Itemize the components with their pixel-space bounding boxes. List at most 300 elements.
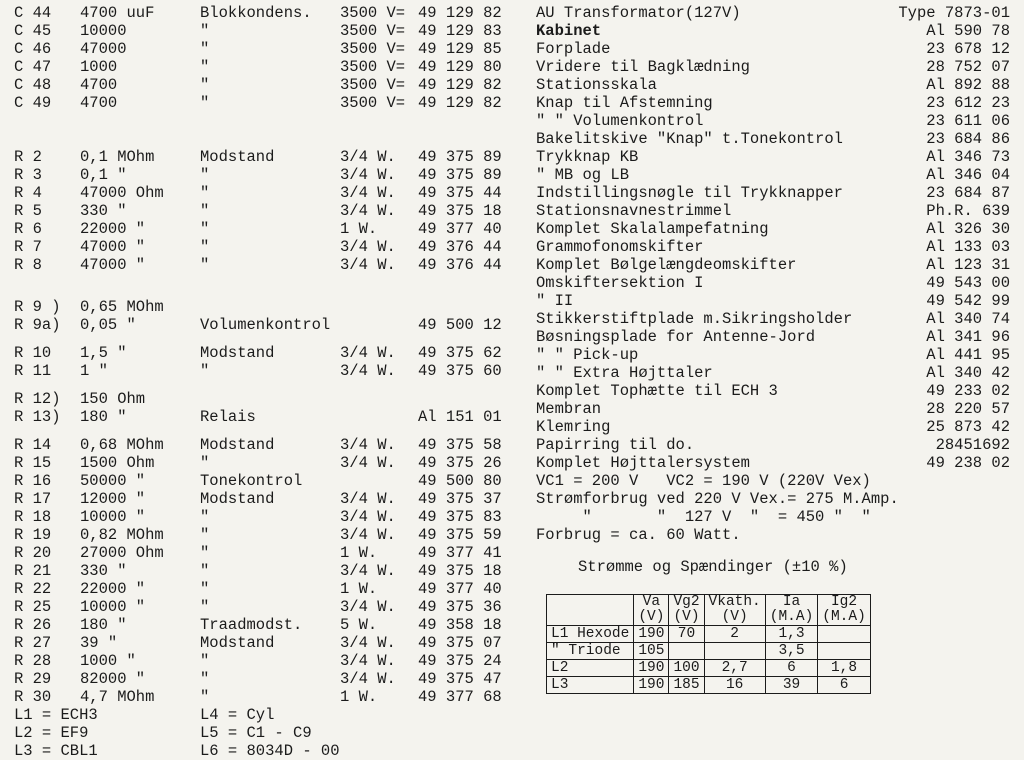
part-row <box>14 526 524 544</box>
part-value: 22000 " <box>80 220 146 238</box>
part-code: 49 542 99 <box>926 292 1010 310</box>
table-header-row <box>547 595 871 626</box>
currents-voltages-table <box>546 594 871 694</box>
part-code: Al 340 74 <box>926 310 1010 328</box>
part-ref: R 5 <box>14 202 42 220</box>
tube-label: L3 = CBL1 <box>14 742 98 760</box>
part-value: 4,7 MOhm <box>80 688 155 706</box>
part-description: " <box>200 58 210 76</box>
table-cell: 100 <box>669 660 704 677</box>
part-ref: R 22 <box>14 580 52 598</box>
part-row <box>14 544 524 562</box>
part-row <box>536 58 1016 76</box>
part-row <box>536 418 1016 436</box>
part-row <box>14 94 524 112</box>
part-ref: R 29 <box>14 670 52 688</box>
part-code: 23 684 86 <box>926 130 1010 148</box>
spec-note: Forbrug = ca. 60 Watt. <box>536 526 741 544</box>
part-code: 49 375 36 <box>418 598 502 616</box>
part-code: Al 340 42 <box>926 364 1010 382</box>
table-cell: 105 <box>634 643 669 660</box>
table-cell: L3 <box>547 677 634 694</box>
part-description: Relais <box>200 408 256 426</box>
part-code: Al 123 31 <box>926 256 1010 274</box>
table-cell: " Triode <box>547 643 634 660</box>
part-value: 27000 Ohm <box>80 544 164 562</box>
part-name: " II <box>536 292 574 310</box>
part-row <box>14 298 524 316</box>
part-ref: R 10 <box>14 344 52 362</box>
part-description: " <box>200 508 210 526</box>
part-rating: 3500 V= <box>340 76 406 94</box>
part-row <box>536 238 1016 256</box>
part-row <box>14 688 524 706</box>
part-description: " <box>200 220 210 238</box>
part-value: 22000 " <box>80 580 146 598</box>
part-row <box>536 310 1016 328</box>
part-ref: R 30 <box>14 688 52 706</box>
part-description: Traadmodst. <box>200 616 303 634</box>
part-description: Modstand <box>200 148 275 166</box>
part-rating: 3/4 W. <box>340 670 396 688</box>
part-ref: R 17 <box>14 490 52 508</box>
part-ref: C 44 <box>14 4 52 22</box>
part-ref: R 8 <box>14 256 42 274</box>
part-row <box>536 76 1016 94</box>
parts-list-right <box>536 4 1016 694</box>
part-code: Al 346 04 <box>926 166 1010 184</box>
part-description: " <box>200 544 210 562</box>
part-value: 1000 <box>80 58 118 76</box>
part-ref: R 21 <box>14 562 52 580</box>
table-cell: 70 <box>669 626 704 643</box>
table-cell: 2,7 <box>704 660 765 677</box>
part-rating: 3/4 W. <box>340 454 396 472</box>
tube-label: L5 = C1 - C9 <box>200 724 312 742</box>
spec-note: Strømforbrug ved 220 V Vex.= 275 M.Amp. <box>536 490 899 508</box>
part-row <box>536 436 1016 454</box>
spacer <box>14 334 524 344</box>
part-description: " <box>200 580 210 598</box>
part-row <box>14 490 524 508</box>
part-value: 180 " <box>80 408 127 426</box>
part-description: " <box>200 652 210 670</box>
part-value: 150 Ohm <box>80 390 146 408</box>
tube-row <box>14 724 524 742</box>
part-value: 12000 " <box>80 490 146 508</box>
part-rating: 3/4 W. <box>340 508 396 526</box>
part-name: Trykknap KB <box>536 148 639 166</box>
part-name: " MB og LB <box>536 166 630 184</box>
part-ref: R 2 <box>14 148 42 166</box>
part-row <box>14 580 524 598</box>
part-rating: 3/4 W. <box>340 562 396 580</box>
table-cell: 3,5 <box>765 643 818 660</box>
part-code: Al 346 73 <box>926 148 1010 166</box>
part-name: " " Pick-up <box>536 346 639 364</box>
part-rating: 3/4 W. <box>340 634 396 652</box>
part-value: 10000 " <box>80 598 146 616</box>
part-rating: 3/4 W. <box>340 526 396 544</box>
part-rating: 3/4 W. <box>340 362 396 380</box>
part-ref: R 12) <box>14 390 61 408</box>
part-description: " <box>200 238 210 256</box>
part-value: 330 " <box>80 562 127 580</box>
part-code: 49 375 18 <box>418 562 502 580</box>
part-ref: R 4 <box>14 184 42 202</box>
part-row <box>14 634 524 652</box>
part-code: 49 375 47 <box>418 670 502 688</box>
part-value: 180 " <box>80 616 127 634</box>
part-code: 49 377 68 <box>418 688 502 706</box>
part-ref: R 7 <box>14 238 42 256</box>
part-row <box>14 454 524 472</box>
part-code: 49 375 58 <box>418 436 502 454</box>
part-code: 49 129 82 <box>418 94 502 112</box>
part-description: Modstand <box>200 490 275 508</box>
table-cell <box>704 643 765 660</box>
spacer <box>14 426 524 436</box>
part-rating: 1 W. <box>340 220 378 238</box>
part-row <box>536 130 1016 148</box>
part-value: 39 " <box>80 634 118 652</box>
part-code: Al 151 01 <box>418 408 502 426</box>
part-description: " <box>200 562 210 580</box>
part-row <box>14 616 524 634</box>
part-description: " <box>200 166 210 184</box>
part-value: 0,68 MOhm <box>80 436 164 454</box>
part-code: 49 375 62 <box>418 344 502 362</box>
part-row <box>14 472 524 490</box>
part-value: 82000 " <box>80 670 146 688</box>
part-ref: C 46 <box>14 40 52 58</box>
part-rating: 3/4 W. <box>340 184 396 202</box>
table-cell: 1,3 <box>765 626 818 643</box>
part-row <box>536 382 1016 400</box>
part-name: Komplet Skalalampefatning <box>536 220 769 238</box>
part-code: 28451692 <box>935 436 1010 454</box>
part-name: Stationsskala <box>536 76 657 94</box>
part-rating: 3/4 W. <box>340 238 396 256</box>
table-cell: 190 <box>634 677 669 694</box>
table-row <box>547 660 871 677</box>
part-value: 4700 uuF <box>80 4 155 22</box>
part-description: Tonekontrol <box>200 472 303 490</box>
part-description: " <box>200 76 210 94</box>
tube-row <box>14 706 524 724</box>
part-row <box>14 40 524 58</box>
part-description: " <box>200 40 210 58</box>
part-value: 10000 <box>80 22 127 40</box>
part-description: " <box>200 94 210 112</box>
part-name: Omskiftersektion I <box>536 274 704 292</box>
part-row <box>14 148 524 166</box>
table-cell: 190 <box>634 626 669 643</box>
part-code: 49 377 41 <box>418 544 502 562</box>
part-row <box>536 166 1016 184</box>
part-row <box>536 40 1016 58</box>
part-code: Al 326 30 <box>926 220 1010 238</box>
part-ref: R 18 <box>14 508 52 526</box>
part-code: 25 873 42 <box>926 418 1010 436</box>
tube-label: L2 = EF9 <box>14 724 89 742</box>
part-ref: R 27 <box>14 634 52 652</box>
part-value: 4700 <box>80 76 118 94</box>
part-row <box>536 274 1016 292</box>
table-row <box>547 677 871 694</box>
part-description: " <box>200 598 210 616</box>
part-rating: 3500 V= <box>340 22 406 40</box>
part-ref: R 6 <box>14 220 42 238</box>
part-ref: R 20 <box>14 544 52 562</box>
part-ref: R 28 <box>14 652 52 670</box>
part-value: 1 " <box>80 362 108 380</box>
part-row <box>14 4 524 22</box>
part-ref: R 25 <box>14 598 52 616</box>
part-code: 49 375 37 <box>418 490 502 508</box>
part-ref: R 15 <box>14 454 52 472</box>
part-rating: 3/4 W. <box>340 652 396 670</box>
part-ref: C 49 <box>14 94 52 112</box>
part-value: 0,1 " <box>80 166 127 184</box>
part-name: Grammofonomskifter <box>536 238 704 256</box>
part-name: Forplade <box>536 40 611 58</box>
table-cell: 190 <box>634 660 669 677</box>
part-row <box>14 202 524 220</box>
part-rating: 3/4 W. <box>340 148 396 166</box>
part-rating: 3500 V= <box>340 58 406 76</box>
part-row <box>14 344 524 362</box>
part-code: Al 133 03 <box>926 238 1010 256</box>
part-rating: 3/4 W. <box>340 490 396 508</box>
part-code: 49 377 40 <box>418 580 502 598</box>
part-name: " " Volumenkontrol <box>536 112 704 130</box>
part-rating: 3/4 W. <box>340 436 396 454</box>
part-code: 28 752 07 <box>926 58 1010 76</box>
part-row <box>14 58 524 76</box>
part-description: " <box>200 454 210 472</box>
part-code: Al 590 78 <box>926 22 1010 40</box>
part-rating: 3500 V= <box>340 4 406 22</box>
part-description: " <box>200 184 210 202</box>
part-row <box>14 238 524 256</box>
part-row <box>536 202 1016 220</box>
part-value: 0,05 " <box>80 316 136 334</box>
part-row <box>536 22 1016 40</box>
part-row <box>14 390 524 408</box>
part-row <box>536 364 1016 382</box>
part-code: 28 220 57 <box>926 400 1010 418</box>
part-rating: 5 W. <box>340 616 378 634</box>
table-header-cell: Va (V) <box>634 595 669 626</box>
part-ref: C 45 <box>14 22 52 40</box>
part-row <box>14 652 524 670</box>
table-cell: 1,8 <box>818 660 871 677</box>
part-name: Vridere til Bagklædning <box>536 58 750 76</box>
table-cell: L1 Hexode <box>547 626 634 643</box>
part-code: 49 375 60 <box>418 362 502 380</box>
table-header-cell: Vg2 (V) <box>669 595 704 626</box>
part-code: Al 892 88 <box>926 76 1010 94</box>
part-row <box>536 148 1016 166</box>
part-name: AU Transformator(127V) <box>536 4 741 22</box>
table-cell: 185 <box>669 677 704 694</box>
part-name: Stikkerstiftplade m.Sikringsholder <box>536 310 853 328</box>
part-ref: C 48 <box>14 76 52 94</box>
part-code: 49 375 26 <box>418 454 502 472</box>
part-code: 49 377 40 <box>418 220 502 238</box>
part-description: " <box>200 256 210 274</box>
part-ref: R 13) <box>14 408 61 426</box>
part-rating: 3500 V= <box>340 94 406 112</box>
part-name: Indstillingsnøgle til Trykknapper <box>536 184 843 202</box>
part-code: 49 375 89 <box>418 166 502 184</box>
part-name: Kabinet <box>536 22 602 40</box>
part-ref: R 26 <box>14 616 52 634</box>
part-row <box>14 22 524 40</box>
part-code: 23 684 87 <box>926 184 1010 202</box>
part-row <box>14 184 524 202</box>
part-ref: R 16 <box>14 472 52 490</box>
part-row <box>14 130 524 148</box>
table-header-cell: Vkath. (V) <box>704 595 765 626</box>
part-code: 49 500 80 <box>418 472 502 490</box>
table-header-cell: Ig2 (M.A) <box>818 595 871 626</box>
part-row <box>14 562 524 580</box>
part-code: 49 129 83 <box>418 22 502 40</box>
part-row <box>536 4 1016 22</box>
part-name: Membran <box>536 400 602 418</box>
part-name: Klemring <box>536 418 611 436</box>
part-code: 49 543 00 <box>926 274 1010 292</box>
part-value: 330 " <box>80 202 127 220</box>
part-name: Bakelitskive "Knap" t.Tonekontrol <box>536 130 843 148</box>
part-code: 49 233 02 <box>926 382 1010 400</box>
part-name: " " Extra Højttaler <box>536 364 713 382</box>
part-code: 23 611 06 <box>926 112 1010 130</box>
part-code: 49 375 44 <box>418 184 502 202</box>
part-value: 1000 " <box>80 652 136 670</box>
part-value: 47000 <box>80 40 127 58</box>
part-rating: 3/4 W. <box>340 598 396 616</box>
part-ref: R 9a) <box>14 316 61 334</box>
tube-row <box>14 742 524 760</box>
part-value: 1500 Ohm <box>80 454 155 472</box>
part-code: 49 129 85 <box>418 40 502 58</box>
table-row <box>547 626 871 643</box>
parts-list-left <box>14 4 524 760</box>
part-code: 49 375 59 <box>418 526 502 544</box>
part-ref: R 3 <box>14 166 42 184</box>
part-code: Al 441 95 <box>926 346 1010 364</box>
part-ref: R 14 <box>14 436 52 454</box>
part-value: 1,5 " <box>80 344 127 362</box>
part-value: 0,1 MOhm <box>80 148 155 166</box>
part-rating: 1 W. <box>340 688 378 706</box>
part-code: 49 376 44 <box>418 238 502 256</box>
part-value: 0,82 MOhm <box>80 526 164 544</box>
part-description: Blokkondens. <box>200 4 312 22</box>
part-description: " <box>200 22 210 40</box>
part-value: 47000 Ohm <box>80 184 164 202</box>
part-description: Modstand <box>200 344 275 362</box>
part-row <box>14 256 524 274</box>
part-code: Type 7873-01 <box>898 4 1010 22</box>
part-code: Ph.R. 639 <box>926 202 1010 220</box>
part-row <box>14 112 524 130</box>
part-value: 10000 " <box>80 508 146 526</box>
part-ref: R 19 <box>14 526 52 544</box>
spacer <box>14 274 524 298</box>
part-name: Knap til Afstemning <box>536 94 713 112</box>
part-description: Modstand <box>200 634 275 652</box>
part-code: Al 341 96 <box>926 328 1010 346</box>
spec-note: " " 127 V " = 450 " " <box>536 508 871 526</box>
part-row <box>14 598 524 616</box>
part-value: 47000 " <box>80 238 146 256</box>
table-caption: Strømme og Spændinger (±10 %) <box>578 558 848 576</box>
part-code: 49 375 07 <box>418 634 502 652</box>
part-name: Komplet Højttalersystem <box>536 454 750 472</box>
table-row <box>547 643 871 660</box>
part-ref: C 47 <box>14 58 52 76</box>
part-row <box>14 362 524 380</box>
part-row <box>536 220 1016 238</box>
part-row <box>536 454 1016 472</box>
table-header-cell: Ia (M.A) <box>765 595 818 626</box>
part-value: 47000 " <box>80 256 146 274</box>
part-row <box>14 408 524 426</box>
part-code: 49 375 89 <box>418 148 502 166</box>
part-row <box>536 400 1016 418</box>
part-description: " <box>200 202 210 220</box>
part-description: Volumenkontrol <box>200 316 331 334</box>
part-row <box>14 508 524 526</box>
part-rating: 1 W. <box>340 544 378 562</box>
part-code: 49 358 18 <box>418 616 502 634</box>
part-name: Papirring til do. <box>536 436 695 454</box>
part-code: 23 612 23 <box>926 94 1010 112</box>
tube-label: L1 = ECH3 <box>14 706 98 724</box>
part-row <box>536 256 1016 274</box>
part-ref: R 9 ) <box>14 298 61 316</box>
part-value: 0,65 MOhm <box>80 298 164 316</box>
table-cell: 39 <box>765 677 818 694</box>
part-code: 49 129 82 <box>418 76 502 94</box>
part-rating: 1 W. <box>340 580 378 598</box>
part-row <box>14 670 524 688</box>
part-row <box>14 166 524 184</box>
table-cell <box>818 643 871 660</box>
part-row <box>536 184 1016 202</box>
part-rating: 3/4 W. <box>340 256 396 274</box>
table-header-cell <box>547 595 634 626</box>
part-code: 23 678 12 <box>926 40 1010 58</box>
part-name: Bøsningsplade for Antenne-Jord <box>536 328 816 346</box>
part-rating: 3/4 W. <box>340 202 396 220</box>
part-code: 49 500 12 <box>418 316 502 334</box>
part-code: 49 238 02 <box>926 454 1010 472</box>
part-name: Komplet Bølgelængdeomskifter <box>536 256 797 274</box>
part-ref: R 11 <box>14 362 52 380</box>
part-rating: 3/4 W. <box>340 166 396 184</box>
part-row <box>536 346 1016 364</box>
tube-label: L4 = Cyl <box>200 706 275 724</box>
part-rating: 3/4 W. <box>340 344 396 362</box>
tube-label: L6 = 8034D - 00 <box>200 742 340 760</box>
part-row <box>14 220 524 238</box>
part-code: 49 129 80 <box>418 58 502 76</box>
